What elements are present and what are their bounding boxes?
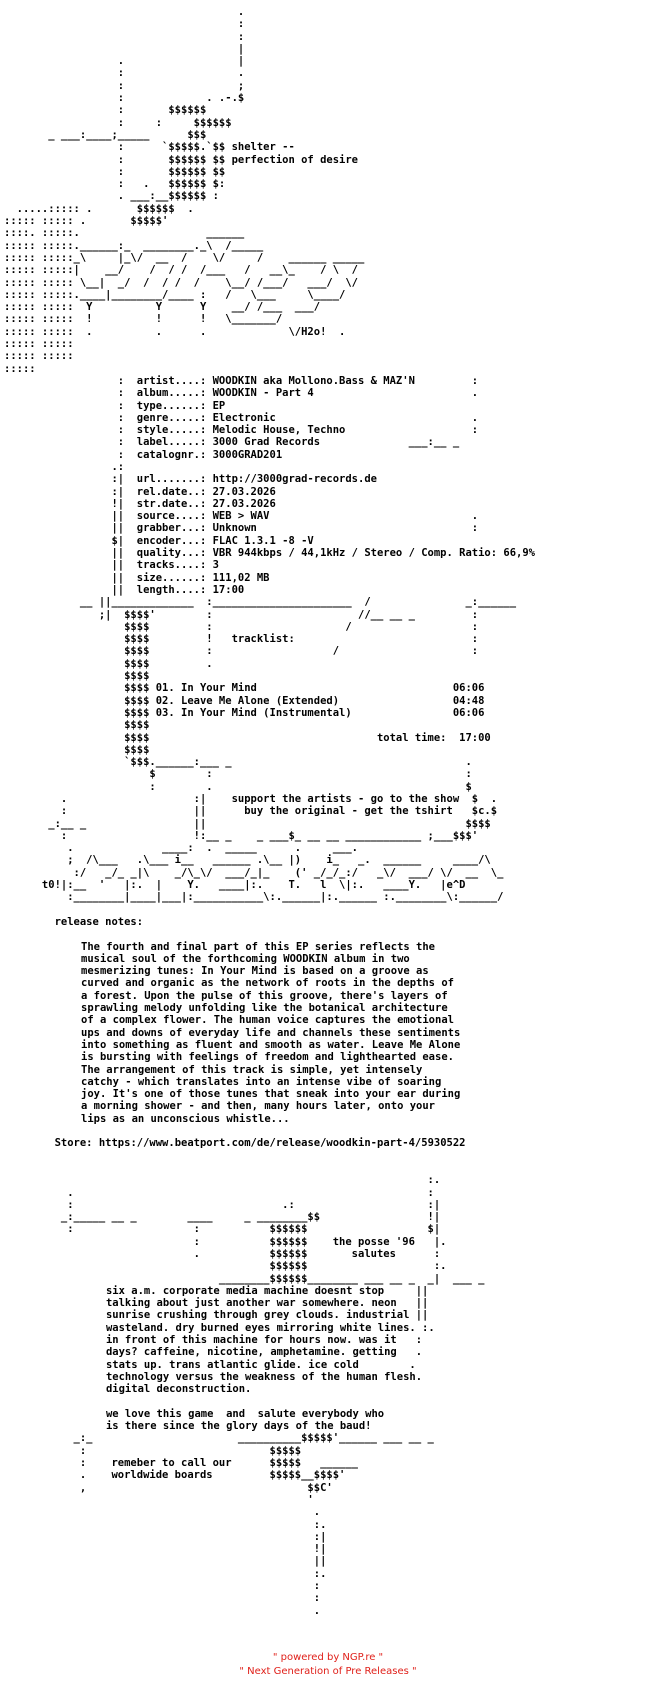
footer-tagline: " Next Generation of Pre Releases ": [239, 1666, 417, 1677]
store-label: Store:: [54, 1137, 93, 1150]
bottom-logo-ascii-art: . ____: . _____ . ___. ; /\___ .\___ i__ ______ .\__ |) i_ _. ______ ____/\ :/ _/_ _|\ _/\_\/ ___/_|_ (' _/_/_:/ _\/ ___/ \/ __ \_ t0!|:__ ' |:. | Y. ____|:. T. l \|:. ____Y. |e^D :________|____|___|:___________\:.______|:.______ :.________\:______/: [41, 842, 504, 904]
tracklist-block: $$$$ 01. In Your Mind 06:06 $$$$ 02. Leave Me Alone (Extended) 04:48 $$$$ 03. In Your Mind (Instrumental) 06:06 $$$$ $$$$ total time: 17:00 $$$$ `$$$.______:___ _ .: [124, 682, 491, 769]
release-info-block: : artist....: WOODKIN aka Mollono.Bass & MAZ'N : : album.....: WOODKIN - Part 4 . : type......: EP : genre.....: Electronic . : style.....: Melodic House, Techno : : label.....: 3000 Grad Records ___:__ _ : catalognr.: 3000GRAD201 .: :| url.......: http://3000grad-records.de :| rel.date..: 27.03.2026 !| str.date..: 27.03.2026 || source....: WEB > WAV . || grabber...: Unknown : $| encoder...: FLAC 1.3.1 -8 -V || quality...: VBR 944kbps / 44,1kHz / Stereo / Comp. Ratio: 66,9% || tracks....: 3 || size......: 111,02 MB || length....: 17:00: [111, 374, 536, 596]
posse-salutes-art: :. . : : .: :| _:_____ __ _ ____ _ ________$$ !| : : $$$$$$ $| : $$$$$$ the posse '96 |. . $$$$$$ salutes : $$$$$$ :. ________$$$$$$________ ___ __ _ _| ___ _: [60, 1174, 485, 1285]
closing-ascii-art: _:_ __________$$$$$'______ ___ __ _ : $$$$$ : remeber to call our $$$$$ ______ . worldwide boards $$$$$__$$$$' , $$C' ' . :. :| !| || :. : : .: [73, 1432, 434, 1617]
manifesto-text: six a.m. corporate media machine doesnt stop || talking about just another war somewhere. neon || sunrise crushing through grey clouds. industrial || wasteland. dry burned eyes mirroring white lines. :. in front of this machine for hours now. was it : days? caffeine, nicotine, amphetamine. getting . stats up. trans atlantic glide. ice cold . technology versus the weakness of the human flesh. digital deconstruction. we love this game and salute everybody who is there since the glory days of the baud!: [105, 1284, 435, 1433]
support-artists-art: $ : : : . $ . :| support the artists - go to the show $ . : || buy the original - get the tshirt $c.$ _:__ _ || $$$$ : !:__ _ _ ___$_ __ __ ____________ ;___$$$': [48, 768, 498, 842]
tracklist-header-art: __ ||_____________ :______________________ / _:______ ;| $$$$' : //__ __ _ : $$$$ : / : $$$$ ! tracklist: : $$$$ : / : $$$$ . $$$$: [79, 596, 517, 683]
nfo-document: [4, 6, 652, 1617]
release-notes-label: release notes:: [54, 915, 144, 928]
footer-powered-by: " powered by NGP.re ": [272, 1652, 384, 1663]
store-link[interactable]: https://www.beatport.com/de/release/woodkin-part-4/5930522: [98, 1137, 466, 1150]
release-notes-text: The fourth and final part of this EP series reflects the musical soul of the forthcoming WOODKIN album in two mesmerizing tunes: In Your Mind is based on a groove as curved and organic as the network of roots in the depths of a forest. Upon the pulse of this groove, there's layers of sprawling melody unfolding like the botanical architecture of a complex flower. The human voice captures the emotional ups and downs of everyday life and channels these sentiments into something as fluent and smooth as water. Leave Me Alone is bursting with feelings of freedom and lighthearted ease. The arrangement of this track is simple, yet intensely catchy - which translates into an intense vibe of soaring joy. It's one of those tunes that sneak into your ear during a morning shower - and then, many hours later, onto your lips as an unconscious whistle...: [81, 940, 461, 1125]
group-logo-ascii-art: ::::. :::::. ______ ::::: :::::.______:_ ________._\ /_____ ::::: :::::_\ |_\/ __ / \/ / ______ _____ ::::: :::::| __/ / / / /___ / __\_ / \ / ::::: ::::: \__| _/ / / / / \__/ /___/ ___/ \/ ::::: :::::.____|________/____ : / \___ \____/ ::::: ::::: Y Y Y __/ /___ ___/ ::::: ::::: ! ! ! \_______/ ::::: ::::: . . . \/H2o! . ::::: ::::: ::::: ::::: :::::: [4, 227, 365, 375]
header-ascii-art: . : : | . | : . : ; : . .-.$ : $$$$$$ : : $$$$$$ _ ___:____;_____ $$$ : `$$$$$.`$$ shelter -- : $$$$$$ $$ perfection of desire : $$$$$$ $$ : . $$$$$$ $: . ___:__$$$$$$ : .....::::: . $$$$$$ . ::::: ::::: . $$$$$': [4, 6, 359, 228]
